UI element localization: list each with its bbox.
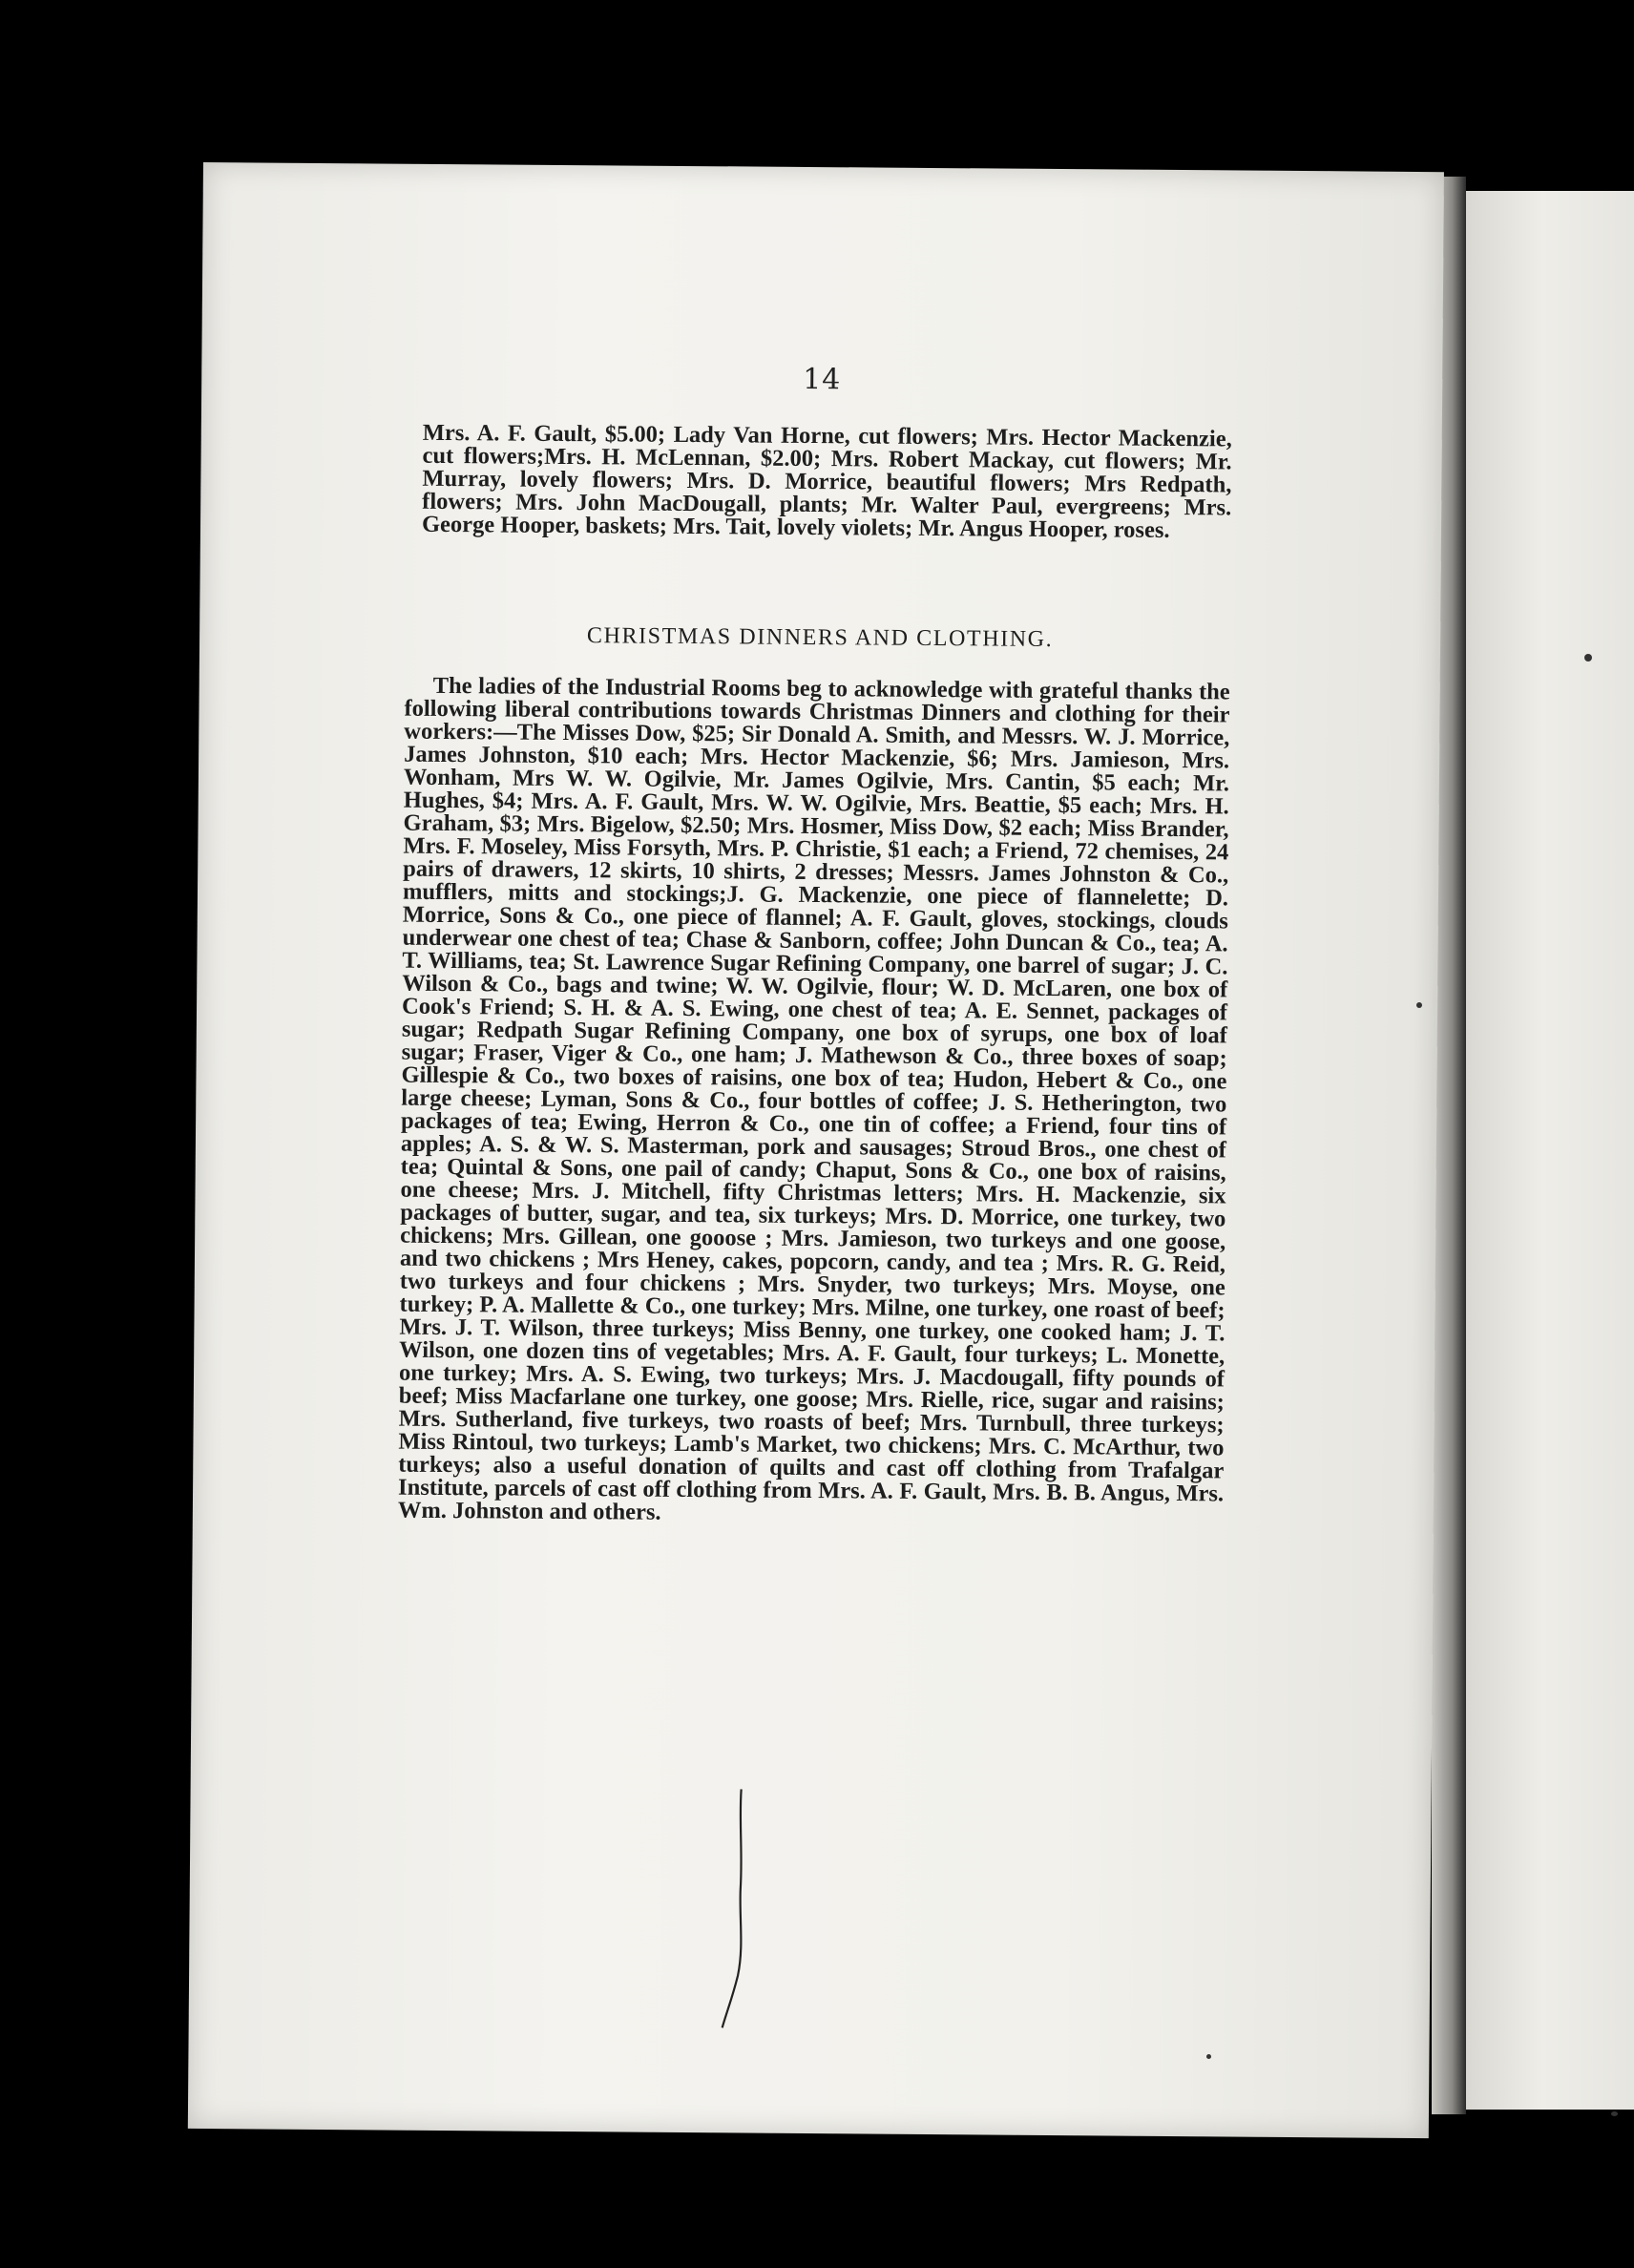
page-number: 14: [803, 362, 842, 397]
section-heading: CHRISTMAS DINNERS AND CLOTHING.: [586, 623, 1054, 653]
dust-speck: [1611, 2111, 1618, 2116]
pen-stroke-mark: [719, 1784, 778, 2032]
dust-speck: [1584, 654, 1592, 662]
body-paragraph: The ladies of the Industrial Rooms beg to acknowledge with grateful thanks the following liberal contributions towards Christmas Dinners and clothing for their workers:—The Misses Dow, $25; Sir Donald A. Smith, and Messrs. W. J. Morrice, James Johnston, $10 each; Mrs. Hector Mackenzie, $6; Mrs. Jamieson, Mrs. Wonham, Mrs W. W. Ogilvie, Mr. James Ogilvie, Mrs. Cantin, $5 each; Mr. Hughes, $4; Mrs. A. F. Gault, Mrs. W. W. Ogilvie, Mrs. Beattie, $5 each; Mrs. H. Graham, $3; Mrs. Bigelow, $2.50; Mrs. Hosmer, Miss Dow, $2 each; Miss Brander, Mrs. F. Moseley, Miss Forsyth, Mrs. P. Christie, $1 each; a Friend, 72 chemises, 24 pairs of drawers, 12 skirts, 10 shirts, 2 dresses; Messrs. James Johnston & Co., mufflers, mitts and stockings;J. G. Mackenzie, one piece of flannelette; D. Morrice, Sons & Co., one piece of flannel; A. F. Gault, gloves, stockings, clouds underwear one chest of tea; Chase & Sanborn, coffee; John Duncan & Co., tea; A. T. Williams, tea; St. Lawrence Sugar Refining Company, one barrel of sugar; J. C. Wilson & Co., bags and twine; W. W. Ogilvie, flour; W. D. McLaren, one box of Cook's Friend; S. H. & A. S. Ewing, one chest of tea; A. E. Sennet, packages of sugar; Redpath Sugar Refining Company, one box of syrups, one box of loaf sugar; Fraser, Viger & Co., one ham; J. Mathewson & Co., three boxes of soap; Gillespie & Co., two boxes of raisins, one box of tea; Hudon, Hebert & Co., one large cheese; Lyman, Sons & Co., four bottles of coffee; J. S. Hetherington, two packages of tea; Ewing, Herron & Co., one tin of coffee; a Friend, four tins of apples; A. S. & W. S. Masterman, pork and sausages; Stroud Bros., one chest of tea; Quintal & Sons, one pail of candy; Chaput, Sons & Co., one box of raisins, one cheese; Mrs. J. Mitchell, fifty Christmas letters; Mrs. H. Mackenzie, six packages of butter, sugar, and tea, six turkeys; Mrs. D. Morrice, one turkey, two chickens; Mrs. Gillean, one gooose ; Mrs. Jamieson, two turkeys and one goose, and two chickens ; Mrs Heney, cakes, popcorn, candy, and tea ; Mrs. R. G. Reid, two turkeys and four chickens ; Mrs. Snyder, two turkeys; Mrs. Moyse, one turkey; P. A. Mallette & Co., one turkey; Mrs. Milne, one turkey, one roast of beef; Mrs. J. T. Wilson, three turkeys; Miss Benny, one turkey, one cooked ham; J. T. Wilson, one dozen tins of vegetables; Mrs. A. F. Gault, four turkeys; L. Monette, one turkey; Mrs. A. S. Ewing, two turkeys; Mrs. J. Macdougall, fifty pounds of beef; Miss Macfarlane one turkey, one goose; Mrs. Rielle, rice, sugar and raisins; Mrs. Sutherland, five turkeys, two roasts of beef; Mrs. Turnbull, three turkeys; Miss Rintoul, two turkeys; Lamb's Market, two chickens; Mrs. C. McArthur, two turkeys; also a useful donation of quilts and cast off clothing from Trafalgar Institute, parcels of cast off clothing from Mrs. A. F. Gault, Mrs. B. B. Angus, Mrs. Wm. Johnston and others.: [397, 672, 1230, 1525]
book-page: [188, 162, 1444, 2138]
dust-speck: [1416, 1002, 1422, 1008]
dust-speck: [1206, 2054, 1211, 2059]
intro-paragraph: Mrs. A. F. Gault, $5.00; Lady Van Horne, cut flowers; Mrs. Hector Mackenzie, cut flowers;Mrs. H. McLennan, $2.00; Mrs. Robert Mackay, cut flowers; Mr. Murray, lovely flowers; Mrs. D. Morrice, beautiful flowers; Mrs Redpath, flowers; Mrs. John MacDougall, plants; Mr. Walter Paul, evergreens; Mrs. George Hooper, baskets; Mrs. Tait, lovely violets; Mr. Angus Hooper, roses.: [421, 419, 1232, 543]
facing-page-edge: [1462, 191, 1634, 2110]
